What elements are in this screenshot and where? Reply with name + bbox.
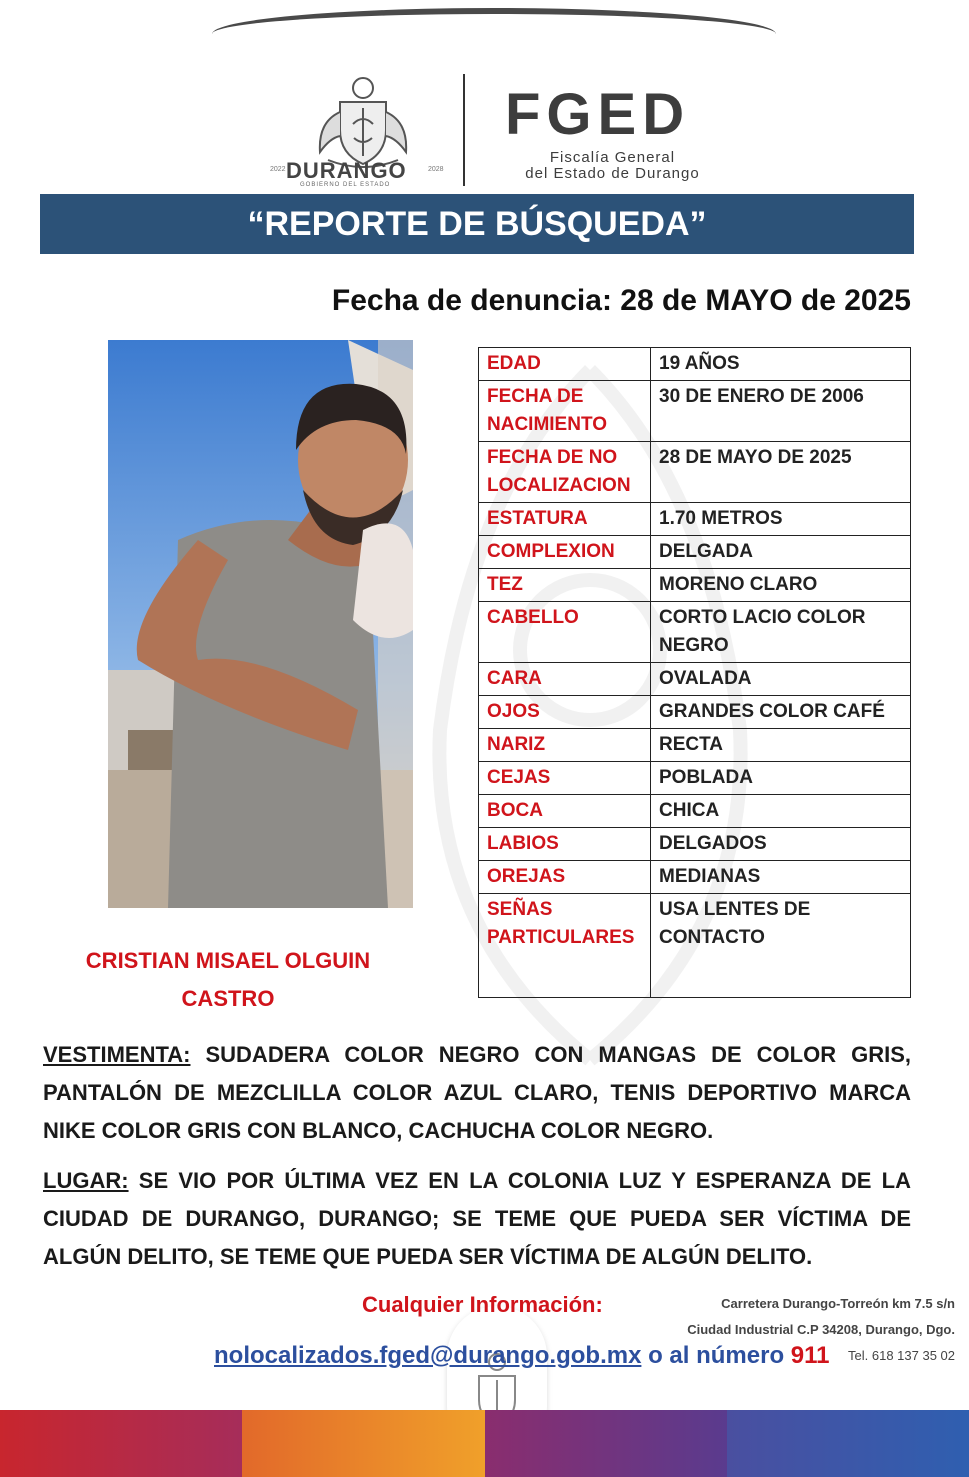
table-row: [479, 348, 911, 381]
footer-segment: [485, 1410, 727, 1477]
footer-segment: [0, 1410, 242, 1477]
row-value: DELGADA: [651, 536, 911, 569]
row-value: GRANDES COLOR CAFÉ: [651, 696, 911, 729]
row-value: POBLADA: [651, 762, 911, 795]
footer-color-bar: [0, 1410, 969, 1477]
row-value: 28 DE MAYO DE 2025: [651, 442, 911, 503]
row-value: DELGADOS: [651, 828, 911, 861]
table-row: [479, 729, 911, 762]
table-row: [479, 442, 911, 503]
footer-segment: [242, 1410, 484, 1477]
row-value: CORTO LACIO COLOR NEGRO: [651, 602, 911, 663]
row-label: TEZ: [479, 569, 651, 602]
row-value: 19 AÑOS: [651, 348, 911, 381]
lugar-text: SE VIO POR ÚLTIMA VEZ EN LA COLONIA LUZ Y ESPERANZA DE LA CIUDAD DE DURANGO, DURANGO; SE TEME QUE PUEDA SER VÍCTIMA DE ALGÚN DELITO, SE TEME QUE PUEDA SER VÍCTIMA DE ALGÚN DELITO.: [43, 1168, 911, 1269]
table-row: [479, 894, 911, 998]
row-label: FECHA DE NO LOCALIZACION: [479, 442, 651, 503]
table-row: [479, 696, 911, 729]
person-name: CRISTIAN MISAEL OLGUIN CASTRO: [85, 948, 371, 1011]
address-line1: Carretera Durango-Torreón km 7.5 s/n: [721, 1296, 955, 1311]
table-row: [479, 663, 911, 696]
fged-title: FGED: [505, 82, 691, 147]
datos-table-body: [479, 348, 911, 998]
row-label: FECHA DE NACIMIENTO: [479, 381, 651, 442]
row-value: MORENO CLARO: [651, 569, 911, 602]
vestimenta-text: SUDADERA COLOR NEGRO CON MANGAS DE COLOR GRIS, PANTALÓN DE MEZCLILLA COLOR AZUL CLARO, TENIS DEPORTIVO MARCA NIKE COLOR GRIS CON BLANCO, CACHUCHA COLOR NEGRO.: [43, 1042, 911, 1143]
contact-line: [214, 1342, 830, 1370]
table-row: [479, 536, 911, 569]
row-value: CHICA: [651, 795, 911, 828]
fged-subtitle-line2: del Estado de Durango: [525, 165, 700, 182]
vestimenta-label: VESTIMENTA:: [43, 1042, 191, 1067]
row-value: 30 DE ENERO DE 2006: [651, 381, 911, 442]
row-label: NARIZ: [479, 729, 651, 762]
row-label: LABIOS: [479, 828, 651, 861]
durango-year-left: 2022: [270, 166, 286, 173]
datos-table: [478, 347, 911, 998]
lugar-label: LUGAR:: [43, 1168, 129, 1193]
table-row: [479, 381, 911, 442]
table-row: [479, 762, 911, 795]
table-row: [479, 602, 911, 663]
durango-subtitle: GOBIERNO DEL ESTADO: [300, 182, 391, 188]
table-row: [479, 861, 911, 894]
row-label: EDAD: [479, 348, 651, 381]
row-value: OVALADA: [651, 663, 911, 696]
cualquier-informacion-label: Cualquier Información:: [362, 1292, 603, 1317]
row-label: SEÑAS PARTICULARES: [479, 894, 651, 998]
row-value: USA LENTES DE CONTACTO: [651, 894, 911, 998]
row-label: BOCA: [479, 795, 651, 828]
row-label: CABELLO: [479, 602, 651, 663]
row-label: CEJAS: [479, 762, 651, 795]
address-line2: Ciudad Industrial C.P 34208, Durango, Dgo.: [687, 1322, 955, 1337]
row-label: OREJAS: [479, 861, 651, 894]
contact-email-link[interactable]: nolocalizados.fged@durango.gob.mx: [214, 1342, 642, 1369]
table-row: [479, 828, 911, 861]
row-label: OJOS: [479, 696, 651, 729]
vestimenta-paragraph: [43, 1036, 911, 1150]
footer-segment: [727, 1410, 969, 1477]
missing-person-photo: [108, 340, 413, 908]
row-label: ESTATURA: [479, 503, 651, 536]
table-row: [479, 795, 911, 828]
durango-wordmark: DURANGO: [286, 158, 407, 183]
table-row: [479, 569, 911, 602]
address-phone: Tel. 618 137 35 02: [848, 1348, 955, 1363]
table-row: [479, 503, 911, 536]
row-label: CARA: [479, 663, 651, 696]
header-divider: [463, 74, 465, 186]
emergency-number: 911: [790, 1342, 830, 1369]
report-banner: “REPORTE DE BÚSQUEDA”: [40, 194, 914, 254]
fged-subtitle-line1: Fiscalía General: [549, 149, 676, 166]
durango-year-right: 2028: [428, 166, 444, 173]
contact-connector: o al número: [641, 1342, 791, 1369]
row-value: MEDIANAS: [651, 861, 911, 894]
header: [0, 60, 969, 200]
top-arc-decoration: [212, 8, 776, 34]
fged-subtitle: [505, 150, 720, 182]
row-value: RECTA: [651, 729, 911, 762]
row-label: COMPLEXION: [479, 536, 651, 569]
fecha-denuncia: Fecha de denuncia: 28 de MAYO de 2025: [331, 284, 911, 317]
lugar-paragraph: [43, 1162, 911, 1276]
row-value: 1.70 METROS: [651, 503, 911, 536]
